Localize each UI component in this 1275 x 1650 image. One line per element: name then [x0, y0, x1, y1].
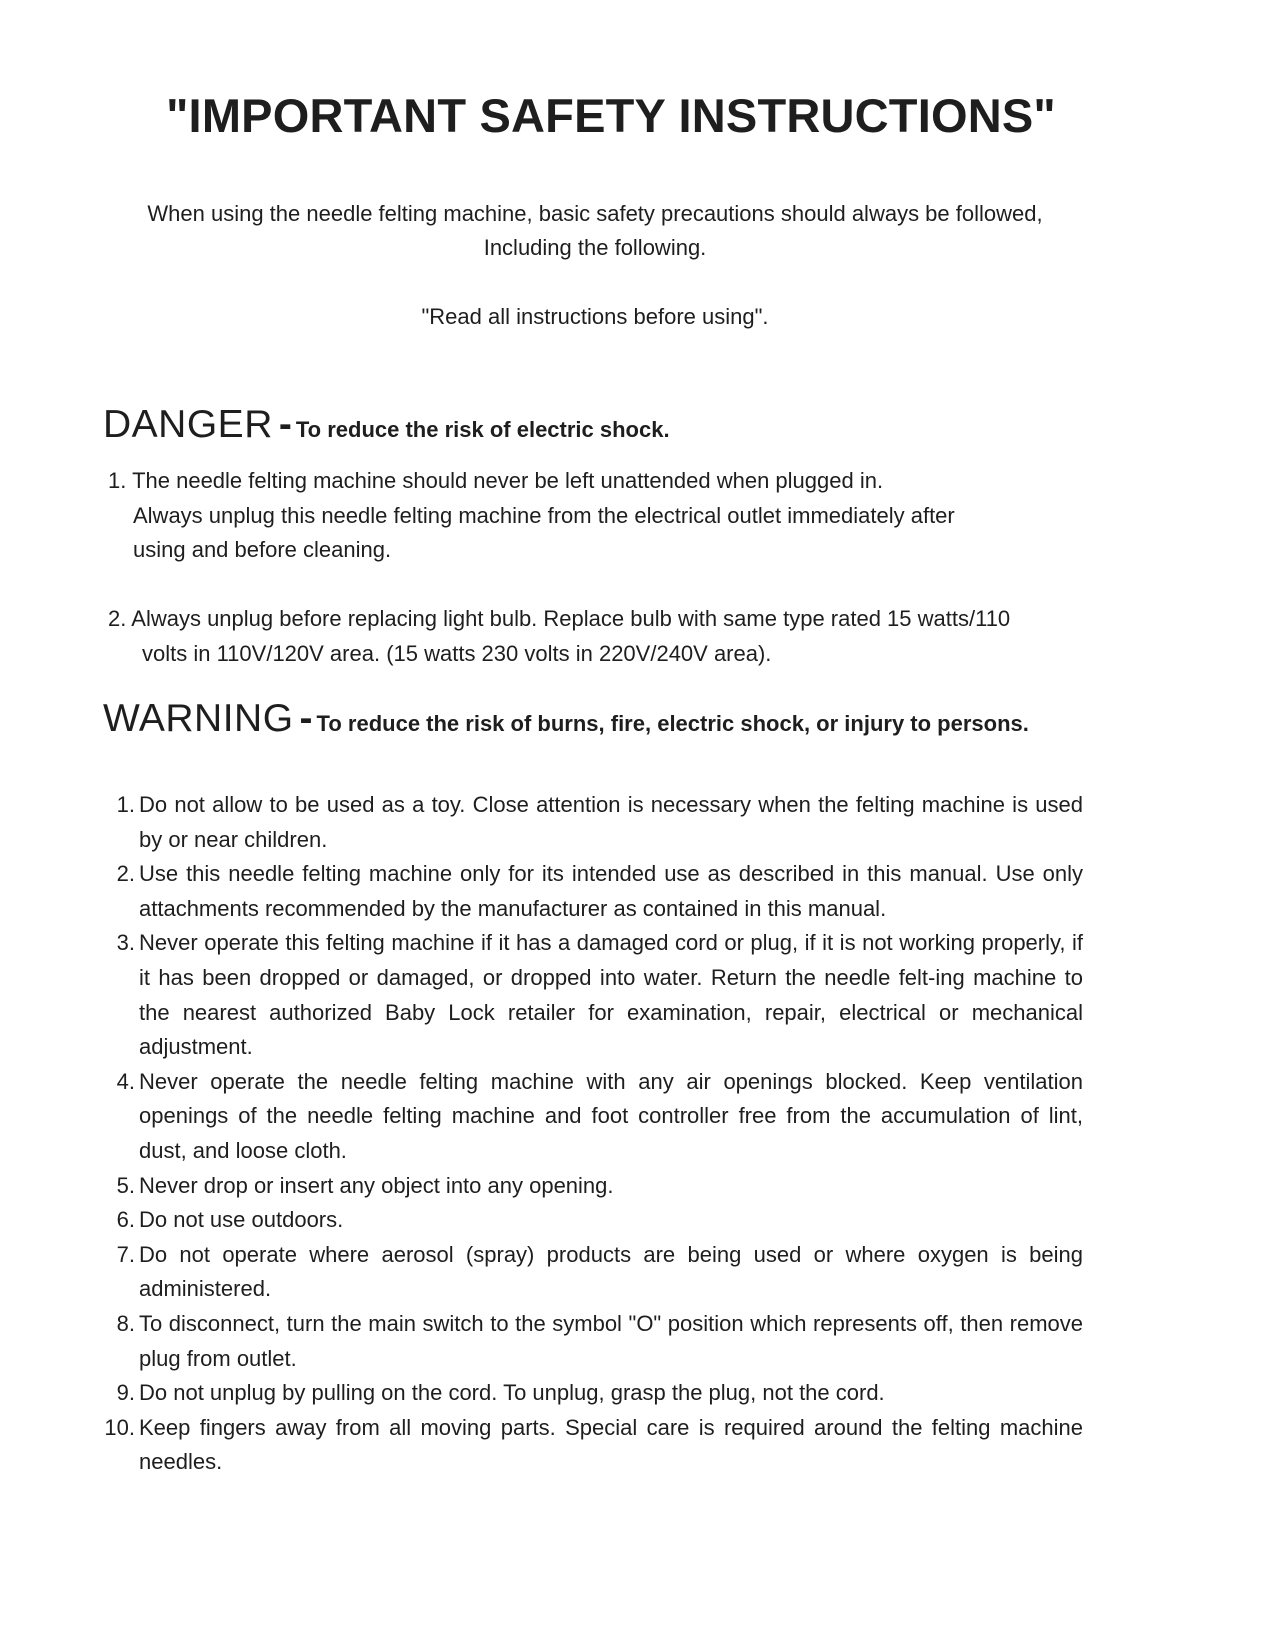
danger-item-2-number: 2. — [108, 606, 127, 632]
warning-item-6-text: Do not use outdoors. — [139, 1207, 344, 1233]
warning-item-3-number: 3. — [116, 930, 135, 956]
warning-item-5-text: Never drop or insert any object into any opening. — [139, 1172, 614, 1198]
warning-heading — [103, 697, 1029, 741]
warning-item-2 — [103, 857, 1083, 926]
danger-item-1-text-1: The needle felting machine should never be left unattended when plugged in. — [132, 468, 884, 493]
warning-item-5-number: 5. — [116, 1172, 135, 1198]
warning-item-8 — [103, 1307, 1083, 1376]
intro-paragraph — [0, 197, 1190, 265]
warning-item-10 — [103, 1411, 1083, 1480]
danger-item-1-line-1 — [108, 464, 1088, 499]
warning-item-1 — [103, 788, 1083, 857]
danger-item-2-text-1: Always unplug before replacing light bulb. Replace bulb with same type rated 15 watts/110 — [131, 606, 1011, 632]
warning-item-4-number: 4. — [116, 1068, 135, 1094]
warning-item-9 — [103, 1376, 1083, 1411]
warning-item-7-text: Do not operate where aerosol (spray) products are being used or where oxygen is being administered. — [139, 1241, 1083, 1302]
warning-item-7-number: 7. — [116, 1241, 135, 1267]
danger-item-1-line-3: using and before cleaning. — [133, 537, 392, 563]
warning-item-7 — [103, 1238, 1083, 1307]
warning-item-1-number: 1. — [116, 792, 135, 817]
warning-item-9-text: Do not unplug by pulling on the cord. To unplug, grasp the plug, not the cord. — [139, 1380, 885, 1406]
warning-item-8-text: To disconnect, turn the main switch to the symbol "O" position which represents off, then remove plug from outlet. — [139, 1310, 1083, 1371]
danger-item-2 — [108, 602, 1088, 671]
warning-heading-subtitle: To reduce the risk of burns, fire, electric shock, or injury to persons. — [316, 711, 1029, 736]
danger-item-1-number: 1. — [108, 468, 127, 493]
warning-item-3-text: Never operate this felting machine if it has a damaged cord or plug, if it is not working properly, if it has been dropped or damaged, or dropped into water. Return the needle felt-ing machine to the nearest authorized Baby Lock retailer for examination, repair, electrical or mechanical adjustment. — [139, 930, 1083, 1060]
warning-item-4 — [103, 1065, 1083, 1169]
warning-item-4-text: Never operate the needle felting machine with any air openings blocked. Keep ventilation openings of the needle felting machine and foot controller free from the accumulation of lint, dust, and loose cloth. — [139, 1068, 1083, 1163]
warning-item-3 — [103, 926, 1083, 1064]
danger-list — [108, 464, 1088, 672]
intro-line-2: Including the following. — [483, 235, 707, 260]
warning-item-6-number: 6. — [116, 1207, 135, 1233]
warning-item-5 — [103, 1169, 1083, 1204]
danger-heading-dash: - — [278, 403, 292, 446]
danger-item-1 — [108, 464, 1088, 568]
danger-heading-word: DANGER — [103, 403, 273, 446]
page-title: "IMPORTANT SAFETY INSTRUCTIONS" — [166, 89, 1056, 142]
danger-heading — [103, 403, 670, 447]
warning-item-6 — [103, 1203, 1083, 1238]
warning-item-8-number: 8. — [116, 1310, 135, 1336]
danger-item-2-line-1 — [108, 606, 1010, 631]
read-all-instructions: "Read all instructions before using". — [421, 304, 769, 329]
warning-item-10-text: Keep fingers away from all moving parts. Special care is required around the felting machine needles. — [139, 1414, 1083, 1475]
danger-item-2-line-2: volts in 110V/120V area. (15 watts 230 volts in 220V/240V area). — [142, 640, 772, 666]
warning-item-1-text: Do not allow to be used as a toy. Close attention is necessary when the felting machine is used by or near children. — [139, 792, 1083, 852]
warning-item-2-text: Use this needle felting machine only for its intended use as described in this manual. Use only attachments recommended by the manufacturer as contained in this manual. — [139, 861, 1083, 921]
warning-item-10-number: 10. — [104, 1414, 135, 1440]
warning-item-9-number: 9. — [116, 1380, 135, 1406]
danger-item-1-line-2: Always unplug this needle felting machine from the electrical outlet immediately after — [133, 502, 955, 528]
warning-heading-word: WARNING — [103, 697, 294, 740]
danger-heading-subtitle: To reduce the risk of electric shock. — [295, 417, 670, 442]
intro-line-1: When using the needle felting machine, basic safety precautions should always be followed, — [147, 201, 1043, 226]
warning-item-2-number: 2. — [116, 861, 135, 887]
warning-list — [103, 788, 1083, 1480]
warning-heading-dash: - — [299, 697, 313, 740]
